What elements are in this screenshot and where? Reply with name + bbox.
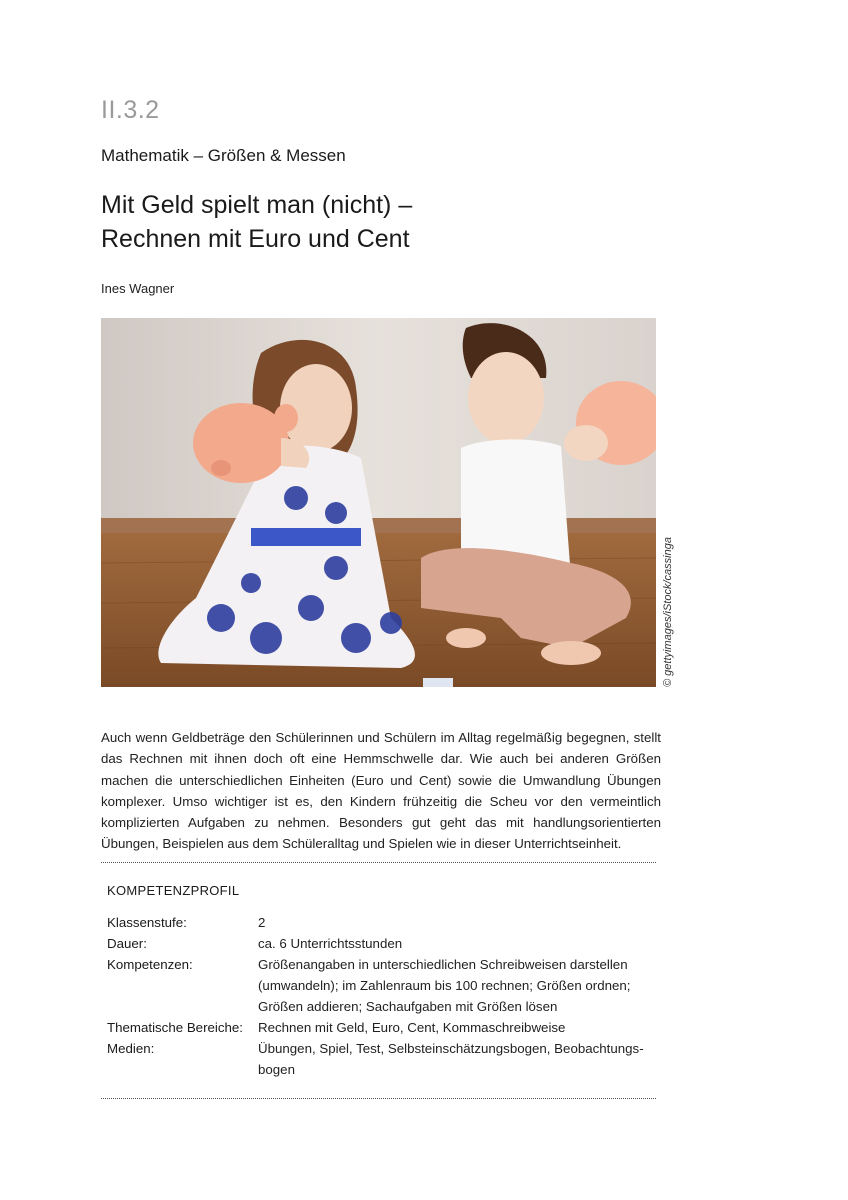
section-code: II.3.2 bbox=[101, 96, 160, 124]
profile-label: Dauer: bbox=[107, 936, 147, 951]
photo-credit: © gettyimages/iStock/cassinga bbox=[662, 537, 674, 687]
page-title bbox=[101, 188, 701, 256]
dotted-divider-top bbox=[101, 862, 656, 863]
intro-paragraph: Auch wenn Geldbeträge den Schülerinnen und Schülern im Alltag regelmäßig begegnen, stellt das Rechnen mit ihnen doch oft eine Hemmschwelle dar. Wie auch bei anderen Größen machen die unterschiedlichen Einheiten (Euro und Cent) sowie die Umwandlung Übungen komplexer. Umso wichtiger ist es, den Kindern frühzeitig die Scheu vor den vermeintlich komplizierten Aufgaben zu nehmen. Besonders gut geht das mit handlungsorientierten Übungen, Beispielen aus dem Schüleralltag und Spielen wie in dieser Unterrichtseinheit. bbox=[101, 730, 661, 852]
cover-photo bbox=[101, 318, 656, 687]
profile-label: Medien: bbox=[107, 1041, 155, 1056]
profile-value: Übungen, Spiel, Test, Selbsteinschätzungsbogen, Beobachtungsbogen bbox=[258, 1041, 644, 1077]
cover-photo-illustration bbox=[101, 318, 656, 687]
profile-value: Rechnen mit Geld, Euro, Cent, Kommaschreibweise bbox=[258, 1020, 566, 1035]
profile-value: Größenangaben in unterschiedlichen Schreibweisen darstellen (umwandeln); im Zahlenraum bis 100 rechnen; Größen ordnen; Größen addieren; Sachaufgaben mit Größen lösen bbox=[258, 957, 631, 1014]
profile-label: Kompetenzen: bbox=[107, 957, 193, 972]
title-line-2: Rechnen mit Euro und Cent bbox=[101, 225, 410, 253]
profile-label: Thematische Bereiche: bbox=[107, 1020, 243, 1035]
author-name: Ines Wagner bbox=[101, 281, 175, 296]
profile-value: 2 bbox=[258, 915, 266, 930]
profile-value: ca. 6 Unterrichtsstunden bbox=[258, 936, 403, 951]
profile-label: Klassenstufe: bbox=[107, 915, 187, 930]
subject-heading: Mathematik – Größen & Messen bbox=[101, 146, 346, 165]
profile-title: KOMPETENZPROFIL bbox=[107, 883, 240, 898]
title-line-1: Mit Geld spielt man (nicht) – bbox=[101, 191, 413, 219]
dotted-divider-bottom bbox=[101, 1098, 656, 1099]
